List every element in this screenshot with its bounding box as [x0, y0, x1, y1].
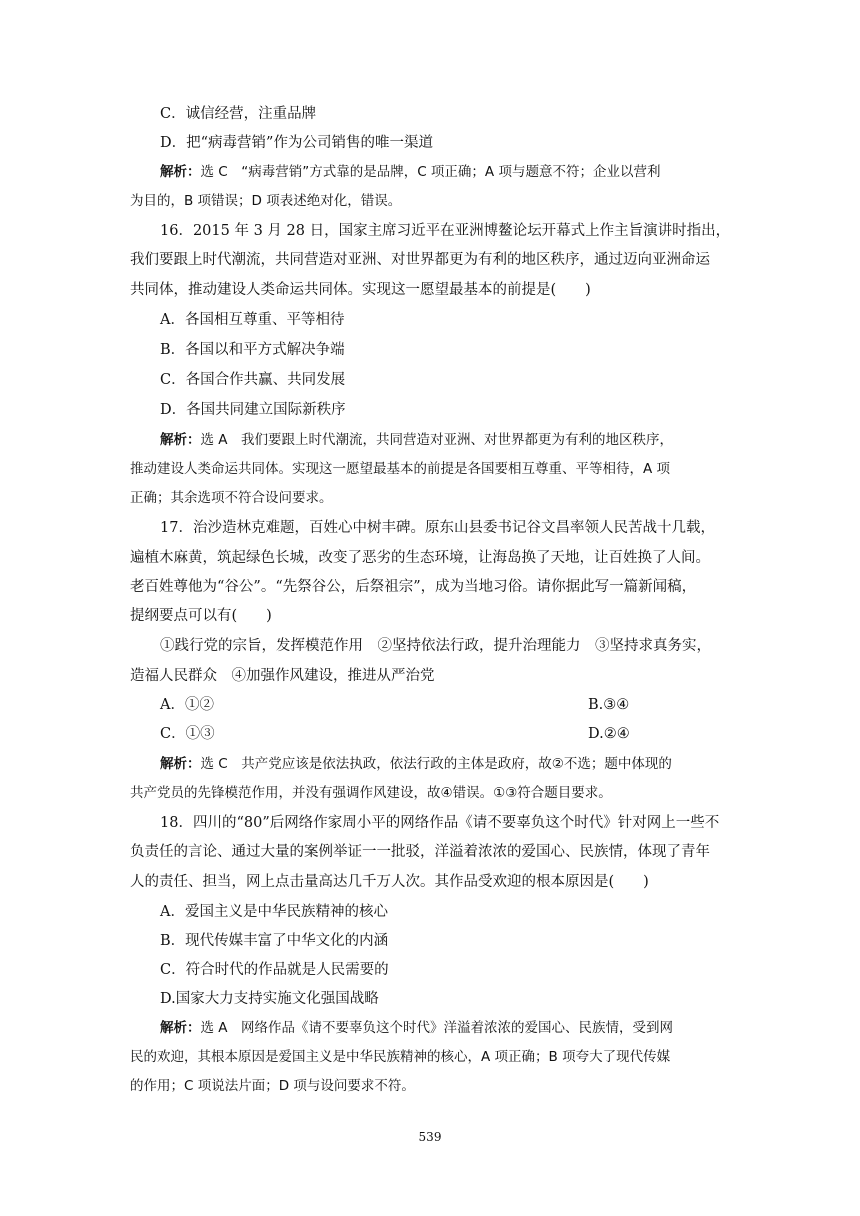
q17-stem-line-2: 遍植木麻黄，筑起绿色长城，改变了恶劣的生态环境，让海岛换了天地，让百姓换了人间。	[130, 550, 710, 566]
q15-explanation-line-1: 解析：选 C “病毒营销”方式靠的是品牌，C 项正确；A 项与题意不符；企业以营利	[160, 164, 661, 180]
q17-options-row-2	[160, 724, 770, 744]
page-number: 539	[418, 1130, 442, 1144]
q17-stem-line-3: 老百姓尊他为“谷公”。“先祭谷公，后祭祖宗”，成为当地习俗。请你据此写一篇新闻稿，	[130, 579, 697, 595]
q17-explanation-line-2: 共产党员的先锋模范作用，并没有强调作风建设，故④错误。①③符合题目要求。	[130, 785, 612, 801]
q18-option-b: B．现代传媒丰富了中华文化的内涵	[160, 933, 389, 949]
q18-explanation-line-1: 解析：选 A 网络作品《请不要辜负这个时代》洋溢着浓浓的爱国心、民族情，受到网	[160, 1020, 674, 1036]
q16-option-a: A．各国相互尊重、平等相待	[160, 312, 345, 328]
q18-explanation-line-2: 民的欢迎，其根本原因是爱国主义是中华民族精神的核心，A 项正确；B 项夸大了现代传媒	[130, 1049, 671, 1065]
explanation-label: 解析：	[160, 756, 201, 772]
q17-option-b: B.③④	[588, 697, 630, 713]
q17-option-c: C．①③	[160, 726, 215, 742]
q16-option-d: D．各国共同建立国际新秩序	[160, 402, 346, 418]
q18-option-d: D.国家大力支持实施文化强国战略	[160, 991, 379, 1007]
q16-option-b: B．各国以和平方式解决争端	[160, 342, 345, 358]
q17-option-d: D.②④	[588, 726, 630, 742]
q15-option-d: D．把“病毒营销”作为公司销售的唯一渠道	[160, 135, 433, 151]
q18-option-c: C．符合时代的作品就是人民需要的	[160, 962, 389, 978]
q16-explanation-line-1: 解析：选 A 我们要跟上时代潮流，共同营造对亚洲、对世界都更为有利的地区秩序，	[160, 432, 674, 448]
q16-option-c: C．各国合作共赢、共同发展	[160, 372, 346, 388]
q17-items-line-1: ①践行党的宗旨，发挥模范作用 ②坚持依法行政，提升治理能力 ③坚持求真务实，	[160, 638, 711, 654]
q15-explanation-line-2: 为目的，B 项错误；D 项表述绝对化，错误。	[130, 193, 402, 209]
q18-stem-line-3: 人的责任、担当，网上点击量高达几千万人次。其作品受欢迎的根本原因是( )	[130, 874, 649, 890]
explanation-label: 解析：	[160, 432, 201, 448]
q18-option-a: A．爱国主义是中华民族精神的核心	[160, 904, 388, 920]
q17-option-a: A．①②	[160, 697, 214, 713]
q17-explanation-line-1: 解析：选 C 共产党应该是依法执政，依法行政的主体是政府，故②不选；题中体现的	[160, 756, 672, 772]
explanation-label: 解析：	[160, 164, 201, 180]
q16-explanation-line-3: 正确；其余选项不符合设问要求。	[130, 490, 333, 506]
q17-stem-line-1: 17．治沙造林克难题，百姓心中树丰碑。原东山县委书记谷文昌率领人民苦战十几载，	[160, 520, 715, 536]
q16-explanation-line-2: 推动建设人类命运共同体。实现这一愿望最基本的前提是各国要相互尊重、平等相待，A 项	[130, 461, 671, 477]
q18-stem-line-2: 负责任的言论、通过大量的案例举证一一批驳，洋溢着浓浓的爱国心、民族情，体现了青年	[130, 844, 710, 860]
explanation-label: 解析：	[160, 1020, 201, 1036]
q16-stem-line-3: 共同体，推动建设人类命运共同体。实现这一愿望最基本的前提是( )	[130, 282, 591, 298]
q17-options-row-1	[160, 695, 770, 715]
q18-explanation-line-3: 的作用；C 项说法片面；D 项与设问要求不符。	[130, 1078, 415, 1094]
q18-stem-line-1: 18．四川的“80”后网络作家周小平的网络作品《请不要辜负这个时代》针对网上一些不	[160, 815, 720, 831]
q15-option-c: C．诚信经营，注重品牌	[160, 106, 317, 122]
q16-stem-line-1: 16．2015 年 3 月 28 日，国家主席习近平在亚洲博鳌论坛开幕式上作主旨演讲时指出，	[160, 223, 731, 239]
q17-items-line-2: 造福人民群众 ④加强作风建设，推进从严治党	[130, 668, 435, 684]
q17-stem-line-4: 提纲要点可以有( )	[130, 608, 272, 624]
q16-stem-line-2: 我们要跟上时代潮流，共同营造对亚洲、对世界都更为有利的地区秩序，通过迈向亚洲命运	[130, 252, 710, 268]
